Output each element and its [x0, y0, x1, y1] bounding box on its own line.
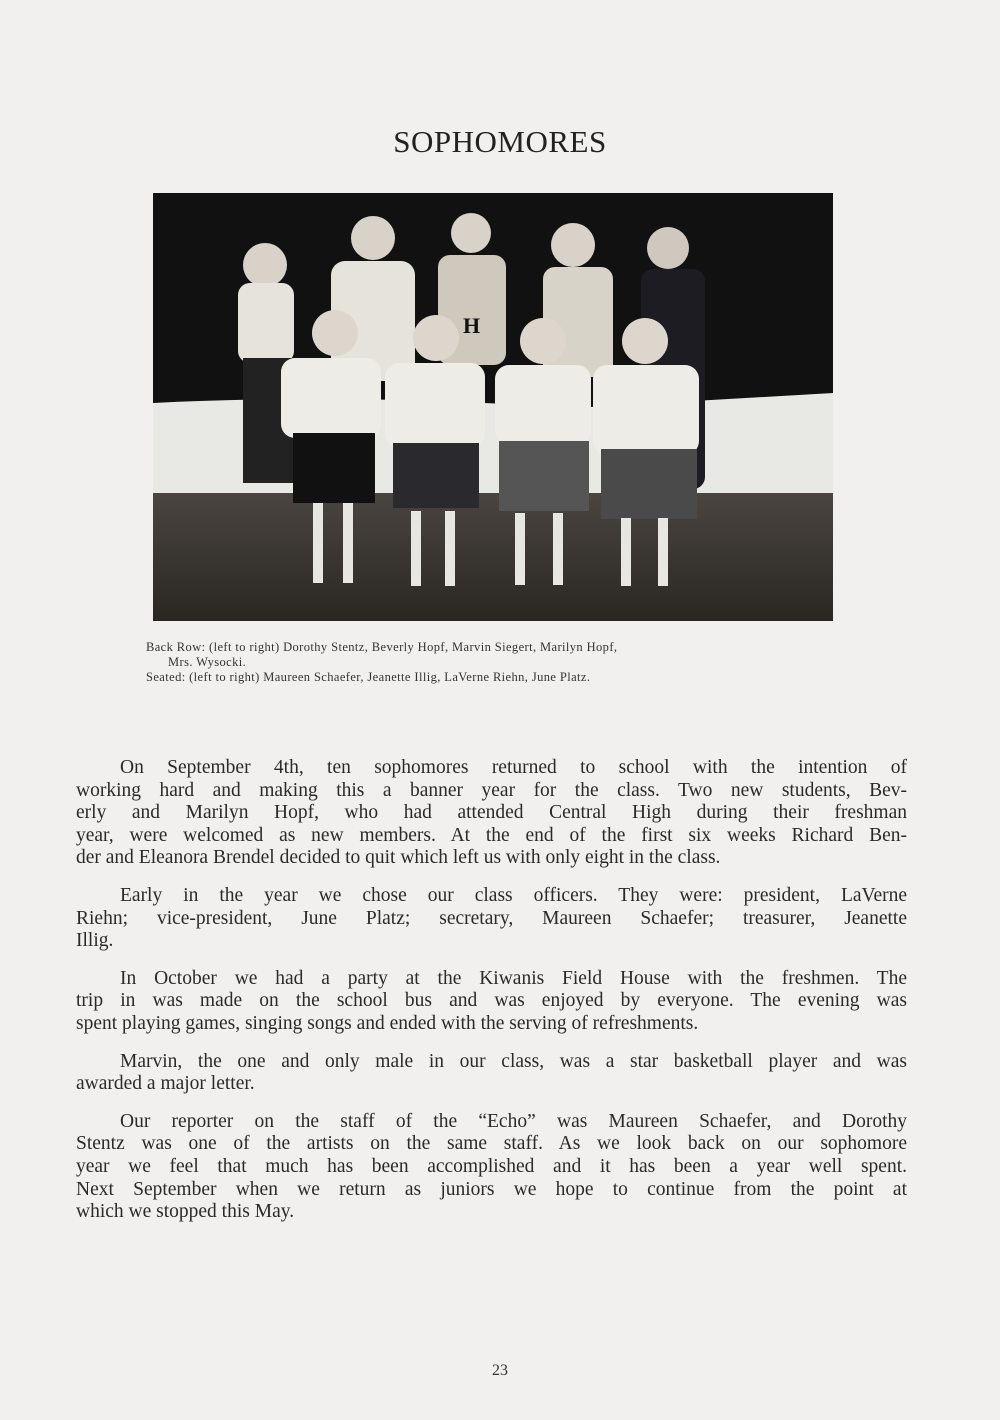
paragraph-line: Illig. — [76, 930, 114, 952]
paragraph-line: erly and Marilyn Hopf, who had attended Central High during their freshman — [76, 802, 907, 824]
paragraph-line: awarded a major letter. — [76, 1073, 255, 1095]
paragraph-line: On September 4th, ten sophomores returned to school with the intention of — [120, 757, 907, 778]
paragraph-line: year we feel that much has been accomplished and it has been a year well spent. — [76, 1155, 907, 1177]
paragraph-line: Next September when we return as juniors we hope to continue from the point at — [76, 1178, 907, 1200]
article-body — [76, 757, 907, 1239]
paragraph-line: trip in was made on the school bus and was enjoyed by everyone. The evening was — [76, 990, 907, 1012]
page-number: 23 — [492, 1362, 508, 1379]
paragraph-line: Our reporter on the staff of the “Echo” was Maureen Schaefer, and Dorothy — [120, 1110, 907, 1132]
paragraph-line: In October we had a party at the Kiwanis Field House with the freshmen. The — [120, 967, 907, 989]
paragraph-line: working hard and making this a banner year for the class. Two new students, Bev- — [76, 779, 907, 801]
paragraph-line: der and Eleanora Brendel decided to quit which left us with only eight in the class. — [76, 847, 721, 869]
caption-back-row-continued: Mrs. Wysocki. — [168, 655, 247, 669]
paragraph — [76, 1051, 907, 1096]
caption-seated: Seated: (left to right) Maureen Schaefer, Jeanette Illig, LaVerne Riehn, June Platz. — [146, 670, 591, 684]
paragraph-line: Early in the year we chose our class officers. They were: president, LaVerne — [120, 884, 907, 906]
paragraph — [76, 757, 907, 870]
photo-caption — [146, 640, 866, 685]
paragraph-line: Stentz was one of the artists on the same staff. As we look back on our sophomore — [76, 1133, 907, 1155]
paragraph — [76, 968, 907, 1036]
svg-text:H: H — [463, 313, 481, 338]
class-photo-image — [153, 193, 833, 621]
paragraph-line: spent playing games, singing songs and ended with the serving of refreshments. — [76, 1012, 699, 1034]
paragraph — [76, 885, 907, 953]
class-photo — [153, 193, 833, 621]
caption-back-row: Back Row: (left to right) Dorothy Stentz, Beverly Hopf, Marvin Siegert, Marilyn Hopf, — [146, 640, 618, 654]
paragraph-line: Riehn; vice-president, June Platz; secretary, Maureen Schaefer; treasurer, Jeanette — [76, 907, 907, 929]
page-title: SOPHOMORES — [393, 124, 607, 159]
paragraph-line: year, were welcomed as new members. At the end of the first six weeks Richard Ben- — [76, 824, 907, 846]
paragraph-line: Marvin, the one and only male in our class, was a star basketball player and was — [120, 1050, 907, 1072]
paragraph — [76, 1111, 907, 1224]
paragraph-line: which we stopped this May. — [76, 1201, 295, 1223]
